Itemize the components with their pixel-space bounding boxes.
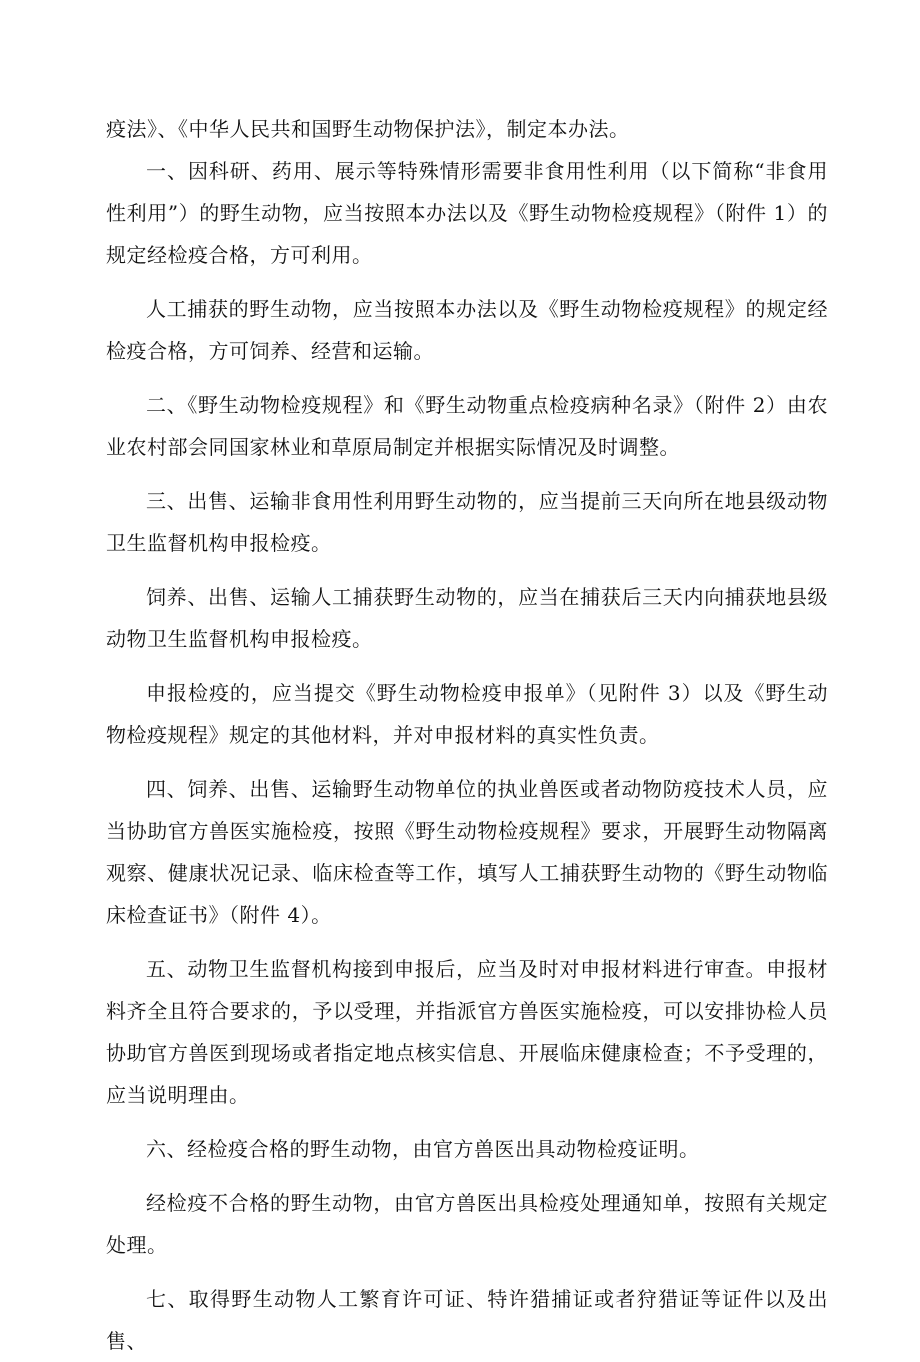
paragraph-article-3-captured: 饲养、出售、运输人工捕获野生动物的，应当在捕获后三天内向捕获地县级动物卫生监督机构申报检疫。 [106, 585, 828, 651]
paragraph-article-4: 四、饲养、出售、运输野生动物单位的执业兽医或者动物防疫技术人员，应当协助官方兽医实施检疫，按照《野生动物检疫规程》要求，开展野生动物隔离观察、健康状况记录、临床检查等工作，填写人工捕获野生动物的《野生动物临床检查证书》（附件 4）。 [106, 777, 828, 927]
paragraph-article-1: 一、因科研、药用、展示等特殊情形需要非食用性利用（以下简称“非食用性利用”）的野生动物，应当按照本办法以及《野生动物检疫规程》（附件 1）的规定经检疫合格，方可利用。 [106, 159, 828, 267]
paragraph-intro-continuation: 疫法》、《中华人民共和国野生动物保护法》，制定本办法。 [106, 117, 630, 141]
paragraph-article-6: 六、经检疫合格的野生动物，由官方兽医出具动物检疫证明。 [146, 1137, 700, 1161]
paragraph-article-3-materials: 申报检疫的，应当提交《野生动物检疫申报单》（见附件 3）以及《野生动物检疫规程》规定的其他材料，并对申报材料的真实性负责。 [106, 681, 828, 747]
paragraph-article-6-failed: 经检疫不合格的野生动物，由官方兽医出具检疫处理通知单，按照有关规定处理。 [106, 1191, 828, 1257]
document-page [106, 108, 828, 1362]
paragraph-article-7: 七、取得野生动物人工繁育许可证、特许猎捕证或者狩猎证等证件以及出售、 [106, 1287, 828, 1353]
paragraph-article-1-captured: 人工捕获的野生动物，应当按照本办法以及《野生动物检疫规程》的规定经检疫合格，方可饲养、经营和运输。 [106, 297, 828, 363]
paragraph-article-2: 二、《野生动物检疫规程》和《野生动物重点检疫病种名录》（附件 2）由农业农村部会同国家林业和草原局制定并根据实际情况及时调整。 [106, 393, 828, 459]
paragraph-article-3: 三、出售、运输非食用性利用野生动物的，应当提前三天向所在地县级动物卫生监督机构申报检疫。 [106, 489, 828, 555]
paragraph-article-5: 五、动物卫生监督机构接到申报后，应当及时对申报材料进行审查。申报材料齐全且符合要求的，予以受理，并指派官方兽医实施检疫，可以安排协检人员协助官方兽医到现场或者指定地点核实信息、开展临床健康检查；不予受理的，应当说明理由。 [106, 957, 828, 1107]
